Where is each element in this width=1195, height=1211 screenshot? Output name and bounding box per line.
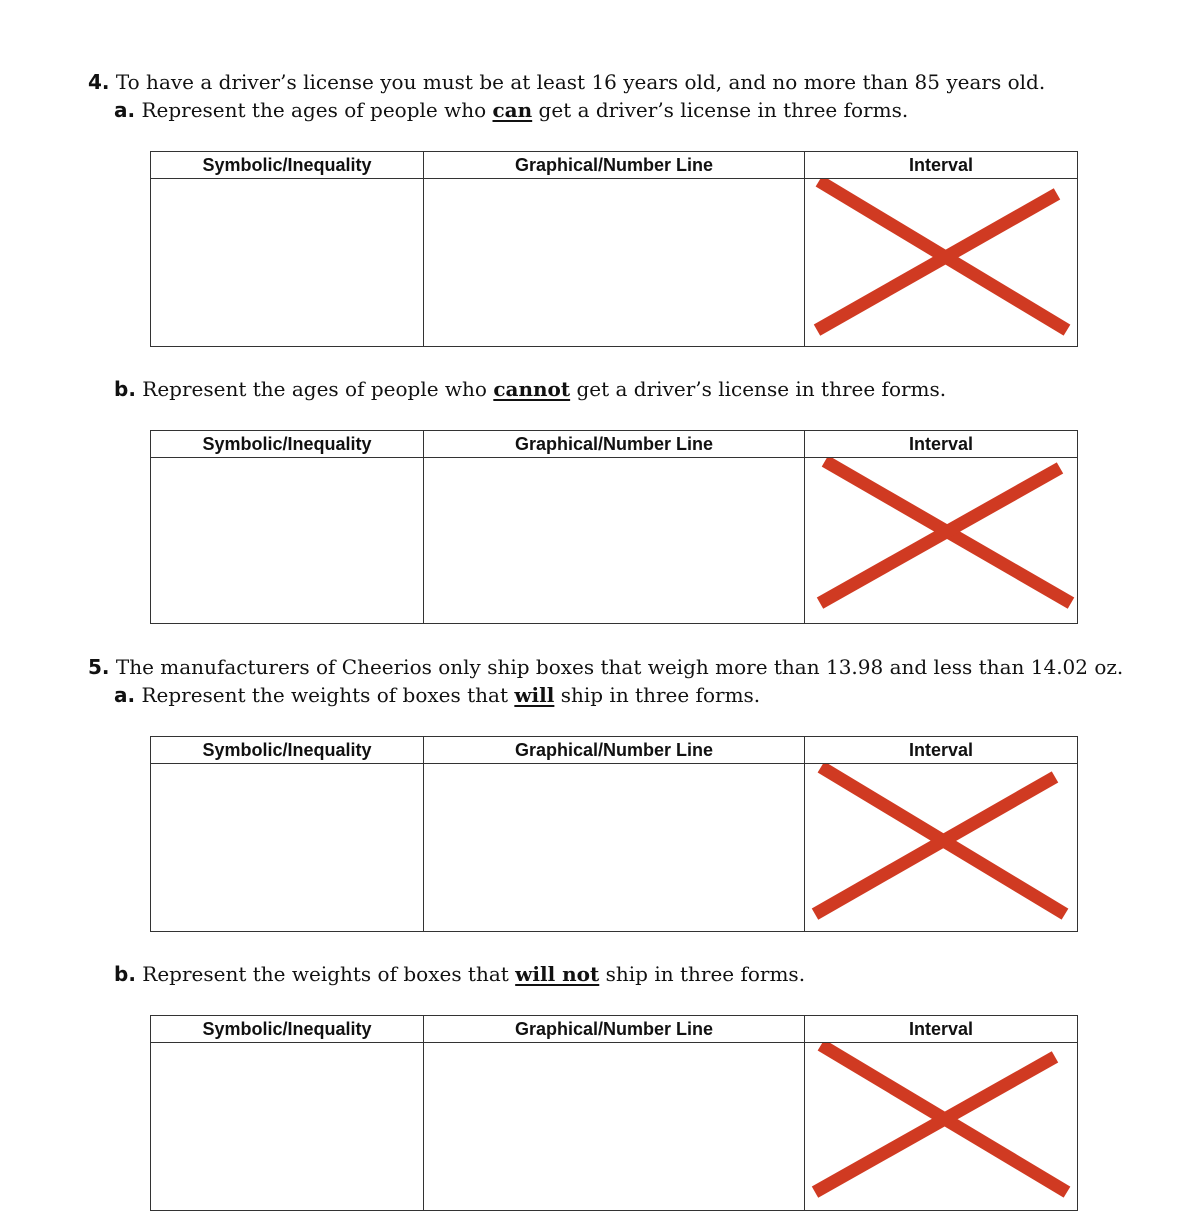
q5b-symbolic-cell[interactable] bbox=[151, 1043, 424, 1211]
q5-number: 5. bbox=[88, 655, 110, 679]
q5a-post: ship in three forms. bbox=[554, 683, 761, 707]
header-graphical: Graphical/Number Line bbox=[424, 152, 805, 179]
q4a-symbolic-cell[interactable] bbox=[151, 179, 424, 347]
header-interval: Interval bbox=[805, 152, 1078, 179]
header-symbolic: Symbolic/Inequality bbox=[151, 1016, 424, 1043]
q5a-prompt bbox=[114, 682, 760, 708]
q5b-emphasis: will not bbox=[515, 962, 600, 986]
header-symbolic: Symbolic/Inequality bbox=[151, 431, 424, 458]
q5a-interval-cell bbox=[805, 764, 1078, 932]
q4b-interval-cell bbox=[805, 458, 1078, 624]
header-interval: Interval bbox=[805, 431, 1078, 458]
q4-text: To have a driver’s license you must be at least 16 years old, and no more than 85 years old. bbox=[115, 70, 1046, 94]
q4a-label: a. bbox=[114, 98, 136, 122]
q5b-prompt bbox=[114, 961, 805, 987]
cross-out-icon bbox=[805, 179, 1077, 346]
q5-text: The manufacturers of Cheerios only ship boxes that weigh more than 13.98 and less than 14.02 oz. bbox=[115, 655, 1124, 679]
q5b-interval-cell bbox=[805, 1043, 1078, 1211]
header-symbolic: Symbolic/Inequality bbox=[151, 152, 424, 179]
q5a-pre: Represent the weights of boxes that bbox=[141, 683, 515, 707]
q5b-pre: Represent the weights of boxes that bbox=[142, 962, 516, 986]
header-graphical: Graphical/Number Line bbox=[424, 1016, 805, 1043]
header-interval: Interval bbox=[805, 737, 1078, 764]
q5a-graphical-cell[interactable] bbox=[424, 764, 805, 932]
q4a-interval-cell bbox=[805, 179, 1078, 347]
q5a-label: a. bbox=[114, 683, 136, 707]
q4a-post: get a driver’s license in three forms. bbox=[532, 98, 909, 122]
q5a-emphasis: will bbox=[514, 683, 555, 707]
q4b-symbolic-cell[interactable] bbox=[151, 458, 424, 624]
q4b-table bbox=[150, 430, 1078, 624]
cross-out-icon bbox=[805, 1043, 1077, 1210]
q5a-table bbox=[150, 736, 1078, 932]
q4a-graphical-cell[interactable] bbox=[424, 179, 805, 347]
q5b-post: ship in three forms. bbox=[599, 962, 806, 986]
q5b-graphical-cell[interactable] bbox=[424, 1043, 805, 1211]
q4b-prompt bbox=[114, 376, 946, 402]
q4b-emphasis: cannot bbox=[493, 377, 571, 401]
cross-out-icon bbox=[805, 764, 1077, 931]
cross-out-icon bbox=[805, 458, 1077, 623]
q5b-table bbox=[150, 1015, 1078, 1211]
q4a-table bbox=[150, 151, 1078, 347]
q4b-label: b. bbox=[114, 377, 136, 401]
q5a-symbolic-cell[interactable] bbox=[151, 764, 424, 932]
q4-number: 4. bbox=[88, 70, 110, 94]
header-symbolic: Symbolic/Inequality bbox=[151, 737, 424, 764]
q4a-pre: Represent the ages of people who bbox=[141, 98, 493, 122]
q4b-graphical-cell[interactable] bbox=[424, 458, 805, 624]
q4b-post: get a driver’s license in three forms. bbox=[570, 377, 947, 401]
header-graphical: Graphical/Number Line bbox=[424, 431, 805, 458]
q4-prompt bbox=[88, 69, 1045, 95]
q4a-prompt bbox=[114, 97, 908, 123]
header-graphical: Graphical/Number Line bbox=[424, 737, 805, 764]
q4b-pre: Represent the ages of people who bbox=[142, 377, 494, 401]
q4a-emphasis: can bbox=[492, 98, 533, 122]
header-interval: Interval bbox=[805, 1016, 1078, 1043]
q5-prompt bbox=[88, 654, 1123, 680]
q5b-label: b. bbox=[114, 962, 136, 986]
